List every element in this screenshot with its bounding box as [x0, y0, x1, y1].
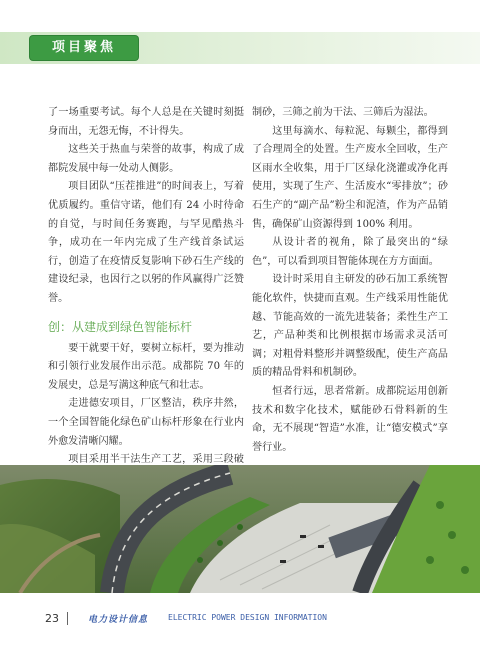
paragraph: 设计时采用自主研发的砂石加工系统智能化软件，快捷而直观。生产线采用性能优越、节能高效的一流先进装备；柔性生产工艺，产品种类和比例根据市场需求灵活可调；对粗骨料整形并调整级配，使生产高品质的精品骨料和机制砂。 [252, 274, 448, 379]
section-header-bar [0, 32, 480, 64]
footer-divider [67, 612, 68, 625]
paragraph: 从设计者的视角，除了最突出的“绿色”，可以看到项目智能体现在方方面面。 [252, 237, 448, 267]
paragraph: 这里每滴水、每粒泥、每颗尘，都得到了合理周全的处置。生产废水全回收，生产区雨水全收集，用于厂区绿化浇灌或净化再使用，实现了生产、生活废水“零排放”；砂石生产的“副产品”粉尘和泥渣，作为产品销售，确保矿山资源得到 100% 利用。 [252, 125, 448, 230]
article-left-column [48, 104, 244, 488]
magazine-name-cn: 电力设计信息 [88, 615, 149, 625]
paragraph: 走进德安项目，厂区整洁，秩序井然，一个全国智能化绿色矿山标杆形象在行业内外愈发清晰闪耀。 [48, 398, 244, 447]
page-number: 23 [45, 612, 59, 625]
paragraph: 了一场重要考试。每个人总是在关键时刻挺身而出，无怨无悔，不计得失。 [48, 107, 244, 137]
paragraph: 制砂，三筛之前为干法、三筛后为湿法。 [252, 107, 434, 118]
article-right-column [252, 104, 448, 457]
paragraph: 恒者行远，思者常新。成都院运用创新技术和数字化技术，赋能砂石骨料新的生命，无不展现“智造”水准，让“德安模式”享誉行业。 [252, 385, 448, 453]
section-subheading: 创：从建成到绿色智能标杆 [48, 319, 193, 334]
section-title: 项目聚焦 [51, 40, 116, 55]
paragraph: 项目采用半干法生产工艺，采用三段破 [68, 454, 244, 466]
paragraph: 这些关于热血与荣誉的故事，构成了成都院发展中每一处动人侧影。 [48, 144, 244, 174]
paragraph: 项目团队“压茬推进”的时间表上，写着优质履约。重信守诺，他们有 24 小时待命的自觉，与时间任务赛跑，与罕见酷热斗争，成功在一年内完成了生产线首条试运行，创造了在疫情反复影响下砂石生产线的建设纪录，也因行之以躬的作风赢得广泛赞誉。 [48, 181, 244, 304]
paragraph: 要干就要干好，要树立标杆，要为推动和引领行业发展作出示范。成都院 70 年的发展史，总是写满这种底气和壮志。 [48, 342, 244, 391]
section-tab [30, 36, 138, 60]
page-footer [0, 604, 480, 634]
aerial-plant-photo [0, 465, 480, 593]
magazine-name-en: ELECTRIC POWER DESIGN INFORMATION [168, 613, 327, 622]
